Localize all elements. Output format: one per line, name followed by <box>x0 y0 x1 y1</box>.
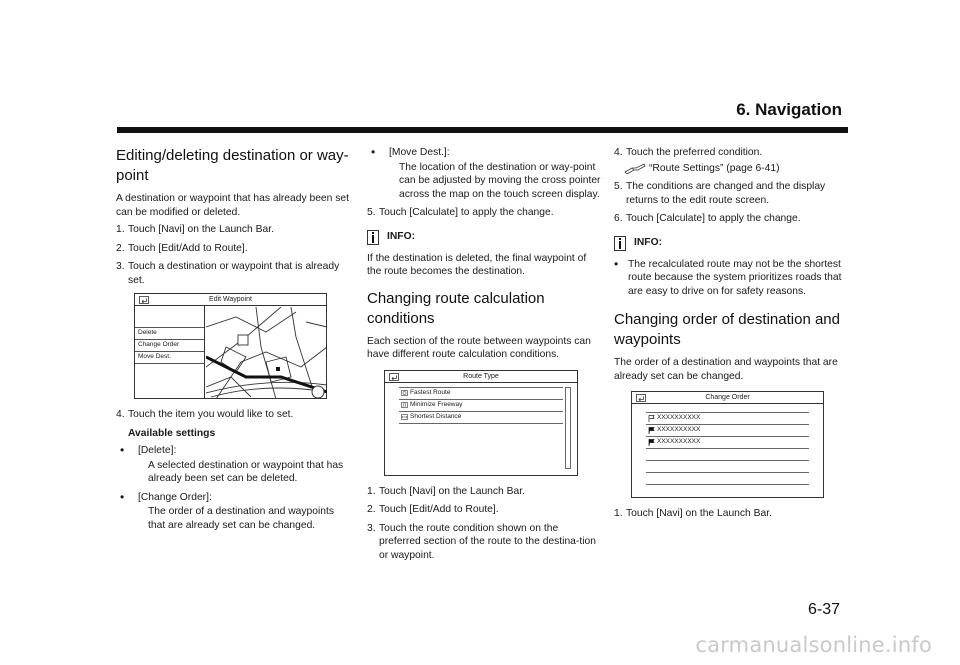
bullet-dot: • <box>614 256 619 271</box>
step-num: 4. <box>116 409 125 420</box>
step-num: 5. <box>614 181 623 192</box>
step <box>614 146 848 160</box>
available-settings-heading: Available settings <box>128 427 216 439</box>
intro-text: A destination or waypoint that has already been set can be modified or deleted. <box>116 193 349 218</box>
screen-title: Edit Waypoint <box>209 296 252 303</box>
bullet-item <box>367 146 601 160</box>
step <box>367 522 601 563</box>
screen-title-bar <box>632 392 823 404</box>
step-text: Touch [Edit/Add to Route]. <box>379 504 499 515</box>
order-item-label: XXXXXXXXXX <box>657 426 701 433</box>
step <box>116 223 350 237</box>
menu-item-change-order[interactable]: Change Order <box>138 341 180 348</box>
column-2 <box>367 146 601 567</box>
step-num: 3. <box>116 261 125 272</box>
change-order-screen <box>631 391 824 498</box>
edit-waypoint-screen <box>134 293 327 399</box>
menu-panel <box>135 306 205 398</box>
info-row <box>614 236 848 251</box>
flag-icon <box>648 427 655 434</box>
route-option-shortest[interactable] <box>401 412 461 422</box>
screen-title-bar <box>135 294 326 306</box>
step-num: 1. <box>367 485 376 497</box>
page-number: 6-37 <box>807 601 840 618</box>
header-rule <box>117 127 848 133</box>
info-icon <box>614 236 626 251</box>
distance-icon <box>401 414 408 420</box>
reference-note <box>614 162 848 176</box>
step-text: Touch the preferred condition. <box>626 147 763 158</box>
bullet-desc: The location of the destination or way-point can be adjusted by moving the cross pointer across the map on the touch screen display. <box>399 161 601 200</box>
step <box>116 408 350 422</box>
heading-route-conditions: Changing route calculation conditions <box>367 289 545 327</box>
info-text: If the destination is deleted, the final waypoint of the route becomes the destination. <box>367 252 587 277</box>
step-num: 2. <box>116 242 125 254</box>
step-num: 2. <box>367 504 376 515</box>
menu-item-move-dest[interactable]: Move Dest. <box>138 353 171 360</box>
flag-icon <box>648 439 655 446</box>
route-type-screen <box>384 370 578 476</box>
order-item[interactable] <box>648 437 700 447</box>
order-item[interactable] <box>648 413 700 423</box>
back-icon[interactable] <box>389 373 399 381</box>
order-item-label: XXXXXXXXXX <box>657 438 701 445</box>
scrollbar[interactable] <box>565 387 571 469</box>
step-num: 3. <box>367 522 376 534</box>
freeway-icon <box>401 402 408 408</box>
bullet-dot: • <box>120 443 125 457</box>
route-option-fastest[interactable] <box>401 388 450 398</box>
info-label: INFO: <box>634 237 663 249</box>
order-item-label: XXXXXXXXXX <box>657 414 701 421</box>
step-num: 6. <box>614 213 623 224</box>
bullet-label: [Delete]: <box>138 445 177 456</box>
step-text: The conditions are changed and the display returns to the edit route screen. <box>626 181 826 206</box>
step <box>614 212 848 226</box>
reference-pointer-icon <box>624 163 646 174</box>
route-option-label: Fastest Route <box>410 388 451 396</box>
bullet-label: [Move Dest.]: <box>389 147 450 158</box>
clock-icon <box>401 390 408 396</box>
bullet-dot: • <box>371 145 376 159</box>
column-3 <box>614 146 848 526</box>
step <box>614 507 848 521</box>
route-option-label: Shortest Distance <box>410 412 462 420</box>
step-text: Touch [Navi] on the Launch Bar. <box>128 224 274 235</box>
bullet-desc: The order of a destination and waypoints that are already set can be changed. <box>148 506 335 531</box>
info-bullet-text: The recalculated route may not be the shortest route because the system prioritizes roads that are easy to drive on for safety reasons. <box>628 258 842 297</box>
step-text: Touch [Edit/Add to Route]. <box>128 242 248 254</box>
step <box>367 503 601 517</box>
bullet-item <box>116 444 350 458</box>
info-row <box>367 230 601 245</box>
column-1 <box>116 146 350 537</box>
reference-text: “Route Settings” (page 6-41) <box>649 162 780 174</box>
bullet-desc: A selected destination or waypoint that has already been set can be deleted. <box>148 459 344 484</box>
step-num: 5. <box>367 207 376 218</box>
screen-title: Change Order <box>705 394 750 401</box>
bullet-item <box>116 491 350 505</box>
flag-icon <box>648 415 655 422</box>
map-view[interactable] <box>206 307 327 399</box>
step <box>116 242 350 256</box>
info-icon <box>367 230 379 245</box>
step <box>116 260 350 287</box>
step-text: Touch the item you would like to set. <box>128 409 294 420</box>
bullet-dot: • <box>120 489 125 504</box>
back-icon[interactable] <box>636 394 646 402</box>
step <box>614 180 848 207</box>
order-item[interactable] <box>648 425 700 435</box>
heading-editing-deleting: Editing/deleting destination or way-point <box>116 147 349 184</box>
step-text: Touch [Calculate] to apply the change. <box>379 207 554 218</box>
info-label: INFO: <box>387 231 416 243</box>
step <box>367 206 601 220</box>
step-text: Touch the route condition shown on the preferred section of the route to the destina-tion or waypoint. <box>379 522 596 561</box>
route-option-minimize-freeway[interactable] <box>401 400 462 410</box>
step-text: Touch [Calculate] to apply the change. <box>626 213 801 224</box>
intro-text: The order of a destination and waypoints that are already set can be changed. <box>614 357 838 382</box>
info-bullet <box>614 258 848 299</box>
step <box>367 485 601 499</box>
route-option-label: Minimize Freeway <box>410 400 463 408</box>
section-title: 6. Navigation <box>736 100 842 119</box>
heading-change-order: Changing order of destination and waypoints <box>614 311 840 348</box>
back-icon[interactable] <box>139 296 149 304</box>
step-num: 1. <box>116 224 125 235</box>
bullet-label: [Change Order]: <box>138 491 212 503</box>
intro-text: Each section of the route between waypoints can have different route calculation conditions. <box>367 335 591 360</box>
screen-title-bar <box>385 371 577 383</box>
step-num: 4. <box>614 147 623 158</box>
step-text: Touch [Navi] on the Launch Bar. <box>626 508 772 519</box>
screen-title: Route Type <box>463 372 499 380</box>
watermark: carmanualsonline.info <box>695 633 932 657</box>
step-text: Touch [Navi] on the Launch Bar. <box>379 485 525 497</box>
step-num: 1. <box>614 508 623 519</box>
menu-item-delete[interactable]: Delete <box>138 329 157 336</box>
step-text: Touch a destination or waypoint that is already set. <box>128 261 340 286</box>
